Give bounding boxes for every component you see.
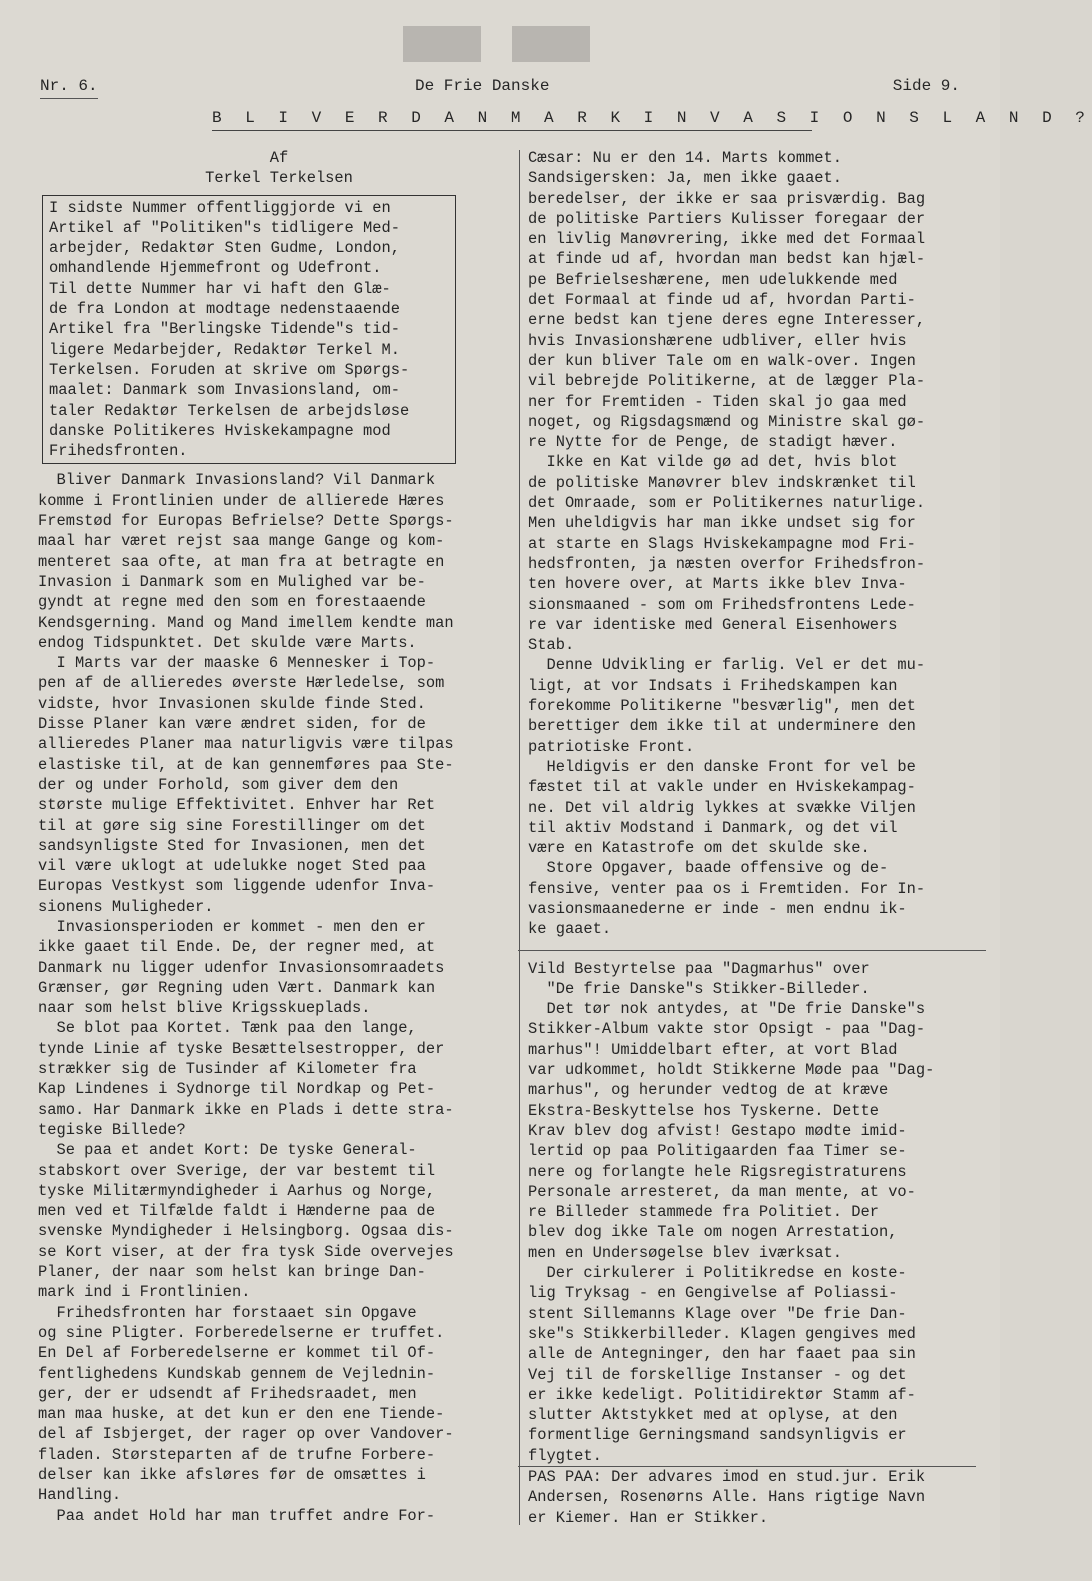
text-line: Vej til de forskellige Instanser - og det — [528, 1365, 907, 1384]
text-line: Bliver Danmark Invasionsland? Vil Danmark — [38, 471, 436, 490]
text-line: I Marts var der maaske 6 Mennesker i Top- — [38, 654, 436, 673]
text-line: Der cirkulerer i Politikredse en koste- — [528, 1264, 907, 1283]
text-line: Fremstød for Europas Befrielse? Dette Spørgs- — [38, 512, 454, 531]
text-line: gyndt at regne med den som en forestaaende — [38, 593, 426, 612]
text-line: stent Sillemanns Klage over "De frie Dan- — [528, 1304, 907, 1323]
text-line: Personale arresteret, da man mente, at vo- — [528, 1182, 916, 1201]
text-line: strækker sig de Tusinder af Kilometer fra — [38, 1060, 417, 1079]
editor-intro-box — [42, 195, 456, 465]
text-line: ner for Fremtiden - Tiden skal jo gaa med — [528, 392, 907, 411]
tape-mark — [403, 26, 481, 62]
tape-mark — [512, 26, 590, 62]
text-line: samo. Har Danmark ikke en Plads i dette stra- — [38, 1100, 454, 1119]
text-line: og sine Pligter. Forberedelserne er truffet. — [38, 1323, 445, 1342]
article-body-left — [38, 470, 520, 1525]
text-line: flygtet. — [528, 1446, 602, 1465]
text-line: Invasion i Danmark som en Mulighed var be- — [38, 572, 426, 591]
text-line: Terkelsen. Foruden at skrive om Spørgs- — [49, 360, 410, 379]
text-line: Artikel fra "Berlingske Tidende"s tid- — [49, 320, 400, 339]
text-line: Paa andet Hold har man truffet andre For- — [38, 1506, 436, 1525]
text-line: marhus"! Umiddelbart efter, at vort Blad — [528, 1040, 898, 1059]
text-line: stabskort over Sverige, der var bestemt til — [38, 1161, 436, 1180]
text-line: der kun bliver Tale om en walk-over. Ingen — [528, 351, 916, 370]
text-line: Krav blev dog afvist! Gestapo mødte imid- — [528, 1121, 907, 1140]
text-line: ligere Medarbejder, Redaktør Terkel M. — [49, 340, 400, 359]
text-line: erne bedst kan tjene deres egne Interesser, — [528, 311, 926, 330]
text-line: I sidste Nummer offentliggjorde vi en — [49, 198, 391, 217]
left-column — [38, 148, 520, 1526]
text-line: det Formaal at finde ud af, hvordan Parti- — [528, 291, 916, 310]
text-line: pen af de allieredes øverste Hærledelse, som — [38, 674, 445, 693]
text-line: elastiske til, at de kan gennemføres paa Ste- — [38, 755, 454, 774]
text-line: beredelser, der ikke er saa prisværdig. Bag — [528, 189, 926, 208]
text-line: vil bebrejde Politikerne, at de lægger Pla- — [528, 372, 926, 391]
text-line: naar som helst blive Krigsskueplads. — [38, 999, 371, 1018]
text-line: re Billeder stammede fra Politiet. Der — [528, 1203, 879, 1222]
text-line: vil være uklogt at udelukke noget Sted paa — [38, 857, 426, 876]
right-column — [528, 148, 976, 1528]
text-line: fladen. Størsteparten af de trufne Forbere- — [38, 1445, 436, 1464]
warning-notice — [518, 1466, 976, 1528]
text-line: vasionsmaanederne er inde - men endnu ik- — [528, 899, 907, 918]
text-line: Andersen, Rosenørns Alle. Hans rigtige Navn — [528, 1488, 926, 1507]
text-line: PAS PAA: Der advares imod en stud.jur. Erik — [528, 1468, 926, 1486]
text-line: til at gøre sig sine Forestillinger om det — [38, 816, 426, 835]
text-line: fæstet til at vakle under en Hviskekampag- — [528, 778, 916, 797]
text-line: En Del af Forberedelserne er kommet til Of- — [38, 1344, 436, 1363]
text-line: Se paa et andet Kort: De tyske General- — [38, 1141, 417, 1160]
text-line: "De frie Danske"s Stikker-Billeder. — [528, 979, 870, 998]
text-line: endog Tidspunktet. Det skulde være Marts. — [38, 633, 417, 652]
text-line: de fra London at modtage nedenstaaende — [49, 300, 400, 319]
text-line: Stab. — [528, 636, 575, 655]
text-line: Invasionsperioden er kommet - men den er — [38, 917, 426, 936]
text-line: vidste, hvor Invasionen skulde finde Sted. — [38, 694, 426, 713]
second-article-headline — [528, 959, 976, 1000]
text-line: Ekstra-Beskyttelse hos Tyskerne. Dette — [528, 1101, 879, 1120]
text-line: Kendsgerning. Mand og Mand imellem kendte man — [38, 613, 454, 632]
text-line: taler Redaktør Terkelsen de arbejdsløse — [49, 401, 410, 420]
text-line: var udkommet, holdt Stikkerne Møde paa "Dag- — [528, 1061, 935, 1080]
text-line: hvis Invasionshærene udbliver, eller hvis — [528, 331, 907, 350]
text-line: arbejder, Redaktør Sten Gudme, London, — [49, 239, 400, 258]
text-line: Ikke en Kat vilde gø ad det, hvis blot — [528, 453, 898, 472]
page-header — [30, 74, 970, 98]
text-line: fensive, venter paa os i Fremtiden. For In- — [528, 879, 926, 898]
text-line: marhus", og herunder vedtog de at kræve — [528, 1081, 889, 1100]
text-line: være en Katastrofe om det skulde ske. — [528, 839, 870, 858]
text-line: ger, der er udsendt af Frihedsraadet, men — [38, 1384, 417, 1403]
publication-name: De Frie Danske — [415, 77, 550, 95]
text-line: en livlig Manøvrering, ikke med det Formaal — [528, 230, 926, 249]
text-line: Sandsigersken: Ja, men ikke gaaet. — [528, 169, 843, 188]
text-line: Store Opgaver, baade offensive og de- — [528, 859, 889, 878]
text-line: nere og forlangte hele Rigsregistraturens — [528, 1162, 907, 1181]
text-line: ikke gaaet til Ende. De, der regner med, at — [38, 938, 436, 957]
text-line: re var identiske med General Eisenhowers — [528, 615, 898, 634]
text-line: berettiger dem ikke til at underminere den — [528, 717, 916, 736]
text-line: noget, og Rigsdagsmænd og Ministre skal gø- — [528, 412, 926, 431]
text-line: ligt, at vor Indsats i Frihedskampen kan — [528, 676, 898, 695]
text-line: Planer, der naar som helst kan bringe Dan- — [38, 1263, 426, 1282]
text-line: det Omraade, som er Politikernes naturlige. — [528, 494, 926, 513]
text-line: Danmark nu ligger udenfor Invasionsomraadets — [38, 958, 445, 977]
text-line: sandsynligste Sted for Invasionen, men det — [38, 836, 426, 855]
article-title: B L I V E R D A N M A R K I N V A S I O N S L A N D ? — [212, 106, 812, 131]
text-line: Cæsar: Nu er den 14. Marts kommet. — [528, 149, 843, 167]
text-line: tyske Militærmyndigheder i Aarhus og Norge, — [38, 1181, 436, 1200]
text-line: man maa huske, at det kun er den ene Tiende- — [38, 1405, 445, 1424]
text-line: Artikel af "Politiken"s tidligere Med- — [49, 218, 400, 237]
byline: Terkel Terkelsen — [205, 169, 353, 188]
text-line: formentlige Gerningsmand sandsynligvis er — [528, 1426, 907, 1445]
text-line: se Kort viser, at der fra tysk Side overvejes — [38, 1242, 454, 1261]
text-line: ne. Det vil aldrig lykkes at svække Viljen — [528, 798, 916, 817]
text-line: komme i Frontlinien under de allierede Hæres — [38, 491, 445, 510]
section-separator — [518, 950, 986, 951]
article-body-right — [528, 148, 976, 940]
text-line: Grænser, gør Regning uden Vært. Danmark kan — [38, 978, 436, 997]
text-line: at starte en Slags Hviskekampagne mod Fri- — [528, 534, 916, 553]
text-line: ske"s Stikkerbilleder. Klagen gengives med — [528, 1324, 916, 1343]
text-line: men ved et Tilfælde faldt i Hænderne paa de — [38, 1202, 436, 1221]
text-line: svenske Myndigheder i Helsingborg. Ogsaa dis- — [38, 1222, 454, 1241]
text-line: maalet: Danmark som Invasionsland, om- — [49, 381, 400, 400]
text-line: sionens Muligheder. — [38, 897, 214, 916]
text-line: alle de Antegninger, den har faaet paa sin — [528, 1345, 916, 1364]
text-line: ten hovere over, at Marts ikke blev Inva- — [528, 575, 907, 594]
text-line: Men uheldigvis har man ikke undset sig for — [528, 514, 916, 533]
text-line: der og under Forhold, som giver dem den — [38, 775, 399, 794]
text-line: lertid op paa Politigaarden faa Timer se- — [528, 1142, 907, 1161]
byline: Af — [269, 149, 289, 167]
text-line: de politiske Partiers Kulisser foregaar der — [528, 209, 926, 228]
text-line: blev dog ikke Tale om nogen Arrestation, — [528, 1223, 898, 1242]
text-line: re Nytte for de Penge, de stadigt hæver. — [528, 433, 898, 452]
text-line: del af Isbjerget, der rager op over Vandover- — [38, 1425, 454, 1444]
text-line: Frihedsfronten har forstaaet sin Opgave — [38, 1303, 417, 1322]
text-line: Disse Planer kan være ændret siden, for de — [38, 715, 426, 734]
text-line: sionsmaaned - som om Frihedsfrontens Lede- — [528, 595, 916, 614]
text-line: de politiske Manøvrer blev indskrænket til — [528, 473, 916, 492]
text-line: forekomme Politikerne "besværlig", men det — [528, 697, 916, 716]
text-line: Handling. — [38, 1486, 122, 1505]
text-line: Heldigvis er den danske Front for vel be — [528, 757, 916, 776]
text-line: er Kiemer. Han er Stikker. — [528, 1508, 769, 1527]
text-line: omhandlende Hjemmefront og Udefront. — [49, 259, 382, 278]
text-line: lig Tryksag - en Gengivelse af Poliassi- — [528, 1284, 898, 1303]
text-line: Det tør nok antydes, at "De frie Danske"s — [528, 1000, 926, 1019]
text-line: Se blot paa Kortet. Tænk paa den lange, — [38, 1019, 417, 1038]
text-line: mark ind i Frontlinien. — [38, 1283, 251, 1302]
text-line: Stikker-Album vakte stor Opsigt - paa "Dag- — [528, 1020, 926, 1039]
text-line: delser kan ikke afsløres før de omsættes i — [38, 1466, 426, 1484]
second-article-body — [528, 999, 976, 1466]
text-line: hedsfronten, ja næsten overfor Frihedsfron- — [528, 554, 926, 573]
text-line: slutter Aktstykket med at oplyse, at den — [528, 1406, 898, 1425]
text-line: Frihedsfronten. — [49, 442, 188, 461]
text-line: Europas Vestkyst som liggende udenfor Inva- — [38, 877, 436, 896]
text-line: største mulige Effektivitet. Enhver har Ret — [38, 796, 436, 815]
text-line: Kap Lindenes i Sydnorge til Nordkap og Pet- — [38, 1080, 436, 1099]
text-line: danske Politikeres Hviskekampagne mod — [49, 421, 391, 440]
issue-number: Nr. 6. — [40, 74, 98, 99]
text-line: menteret saa ofte, at man fra at betragte en — [38, 552, 445, 571]
text-line: allieredes Planer maa naturligvis være tilpas — [38, 735, 454, 754]
text-line: Til dette Nummer har vi haft den Glæ- — [49, 279, 391, 298]
text-line: at finde ud af, hvordan man bedst kan hjæl- — [528, 250, 926, 269]
text-line: patriotiske Front. — [528, 737, 695, 756]
text-line: ke gaaet. — [528, 920, 612, 939]
text-line: maal har været rejst saa mange Gange og kom- — [38, 532, 445, 551]
text-line: fentlighedens Kundskab gennem de Vejlednin- — [38, 1364, 436, 1383]
text-line: Vild Bestyrtelse paa "Dagmarhus" over — [528, 959, 870, 978]
text-line: men en Undersøgelse blev iværksat. — [528, 1243, 843, 1262]
text-line: er ikke kedeligt. Politidirektør Stamm af- — [528, 1385, 916, 1404]
text-line: Denne Udvikling er farlig. Vel er det mu- — [528, 656, 926, 675]
page-number: Side 9. — [892, 77, 960, 95]
text-line: tegiske Billede? — [38, 1120, 186, 1139]
text-line: tynde Linie af tyske Besættelsestropper, der — [38, 1039, 445, 1058]
text-line: pe Befrielseshærene, men udelukkende med — [528, 270, 898, 289]
text-line: til aktiv Modstand i Danmark, og det vil — [528, 818, 898, 837]
